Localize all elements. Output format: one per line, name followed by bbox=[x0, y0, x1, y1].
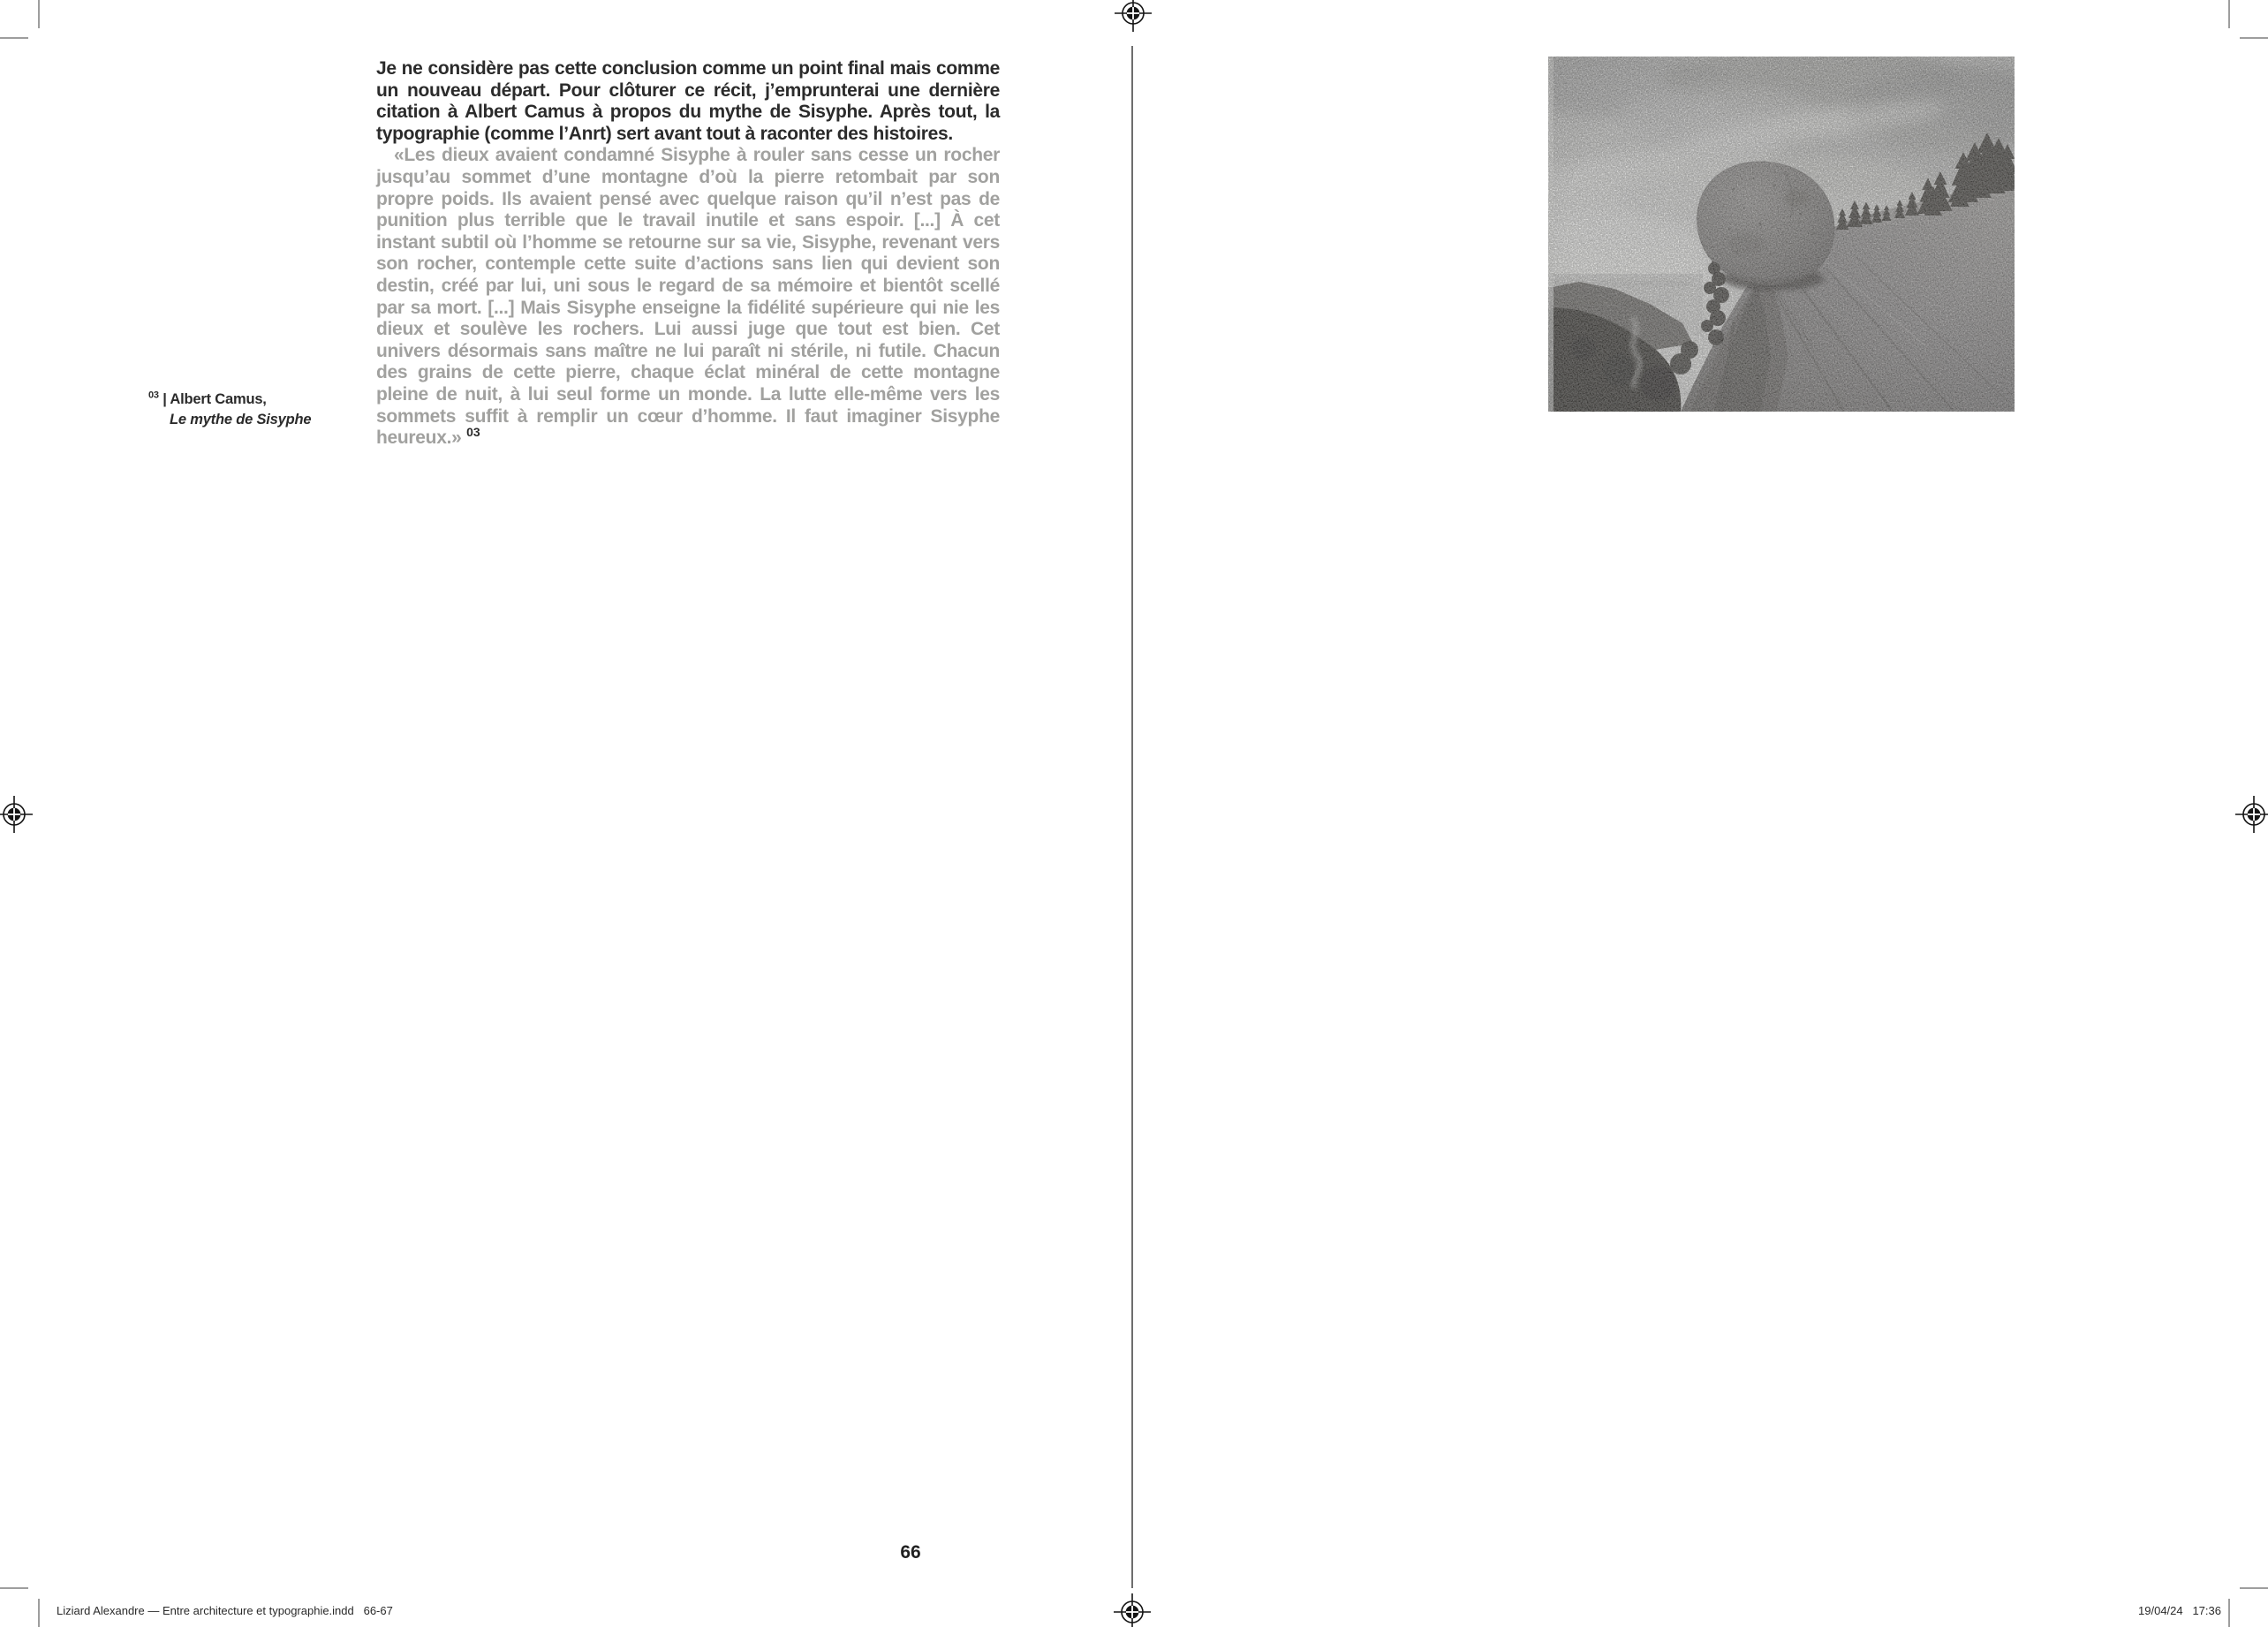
quote-text: «Les dieux avaient condamné Sisyphe à rouler sans cesse un rocher jusqu’au sommet d’une montagne d’où la pierre retombait par son propre poids. Ils avaient pensé avec quelque raison qu’il n’est pas de punition plus terrible que le travail inutile et sans espoir. [...] À cet instant subtil où l’homme se retourne sur sa vie, Sisyphe, revenant vers son rocher, contemple cette suite d’actions sans lien qui devient son destin, créé par lui, uni sous le regard de sa mémoire et bientôt scellé par sa mort. [...] Mais Sisyphe enseigne la fidélité supérieure qui nie les dieux et soulève les rochers. Lui aussi juge que tout est bien. Cet univers désormais sans maître ne lui paraît ni stérile, ni futile. Chacun des grains de cette pierre, chaque éclat minéral de cette montagne pleine de nuit, à lui seul forme un monde. La lutte elle-même vers les sommets suffit à remplir un cœur d’homme. Il faut imaginer Sisyphe heureux.» bbox=[376, 145, 1000, 449]
camus-quote-paragraph bbox=[376, 145, 1000, 449]
footnote-number: 03 bbox=[148, 390, 159, 401]
crop-mark bbox=[38, 0, 40, 28]
balanced-boulder-photo bbox=[1548, 57, 2015, 412]
intro-text: Je ne considère pas cette conclusion comme un point final mais comme un nouveau départ. Pour clôturer ce récit, j’emprunterai une dernière citation à Albert Camus à propos du mythe de Sisyphe. Après tout, la typographie (comme l’Anrt) sert avant tout à raconter des histoires. bbox=[376, 58, 1000, 144]
crop-mark bbox=[2240, 37, 2268, 39]
note-author: | Albert Camus, bbox=[163, 391, 267, 407]
intro-paragraph bbox=[376, 58, 1000, 145]
crop-mark bbox=[0, 1587, 28, 1589]
footnote-reference: 03 bbox=[466, 425, 480, 440]
margin-note-line1 bbox=[148, 390, 352, 410]
registration-mark-icon bbox=[0, 793, 35, 836]
page-number: 66 bbox=[900, 1542, 921, 1563]
registration-mark-icon bbox=[1112, 0, 1154, 34]
crop-mark bbox=[38, 1599, 40, 1627]
print-timestamp: 19/04/24 17:36 bbox=[2138, 1604, 2221, 1617]
left-page-text-column bbox=[376, 58, 1000, 450]
crop-mark bbox=[0, 37, 28, 39]
crop-mark bbox=[2228, 1599, 2230, 1627]
document-filename-slug: Liziard Alexandre — Entre architecture et typographie.indd 66-67 bbox=[57, 1604, 393, 1617]
margin-note bbox=[148, 390, 352, 430]
crop-mark bbox=[2240, 1587, 2268, 1589]
note-title: Le mythe de Sisyphe bbox=[170, 412, 312, 428]
page-fold-line bbox=[1131, 46, 1133, 1588]
crop-mark bbox=[2228, 0, 2230, 28]
registration-mark-icon bbox=[2233, 793, 2268, 836]
registration-mark-icon bbox=[1111, 1591, 1153, 1627]
